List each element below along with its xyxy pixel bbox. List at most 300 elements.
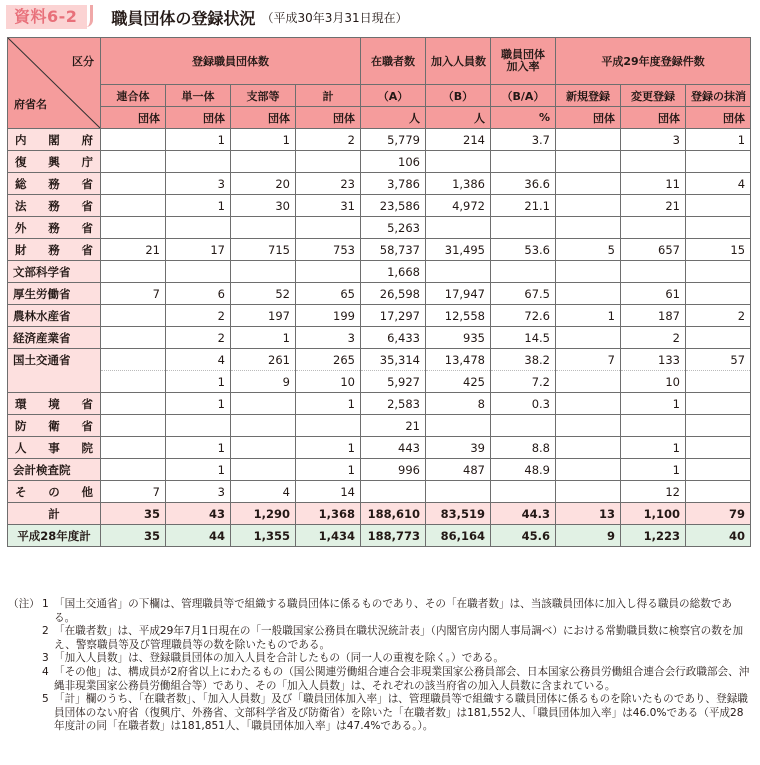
- footnote-item: [8, 693, 753, 734]
- value-cell: [556, 261, 621, 283]
- value-cell: [101, 371, 166, 393]
- value-cell: 1: [231, 327, 296, 349]
- unit-dantai: 団体: [101, 107, 166, 129]
- value-cell: 5,779: [361, 129, 426, 151]
- footnote-text: 「国土交通省」の下欄は、管理職員等で組織する職員団体に係るものであり、その「在職者数」は、当該職員団体に加入し得る職員の総数である。: [54, 598, 732, 624]
- ministry-name-char: 環: [15, 396, 27, 411]
- value-cell: [686, 261, 751, 283]
- ministry-name-char: 衛: [48, 418, 60, 433]
- ministry-name-label: [13, 132, 95, 148]
- total-value-cell: 1,434: [296, 525, 361, 547]
- header-b: （B）: [426, 85, 491, 107]
- value-cell: [166, 217, 231, 239]
- ministry-name-char: 境: [48, 396, 60, 411]
- header-members: 加入人員数: [426, 38, 491, 85]
- value-cell: 187: [621, 305, 686, 327]
- ministry-name: 文部科学省: [8, 261, 101, 283]
- value-cell: 1: [296, 437, 361, 459]
- page-subtitle: （平成30年3月31日現在）: [261, 10, 408, 25]
- footnotes: [8, 598, 753, 734]
- value-cell: 1: [166, 371, 231, 393]
- value-cell: 20: [231, 173, 296, 195]
- value-cell: [556, 481, 621, 503]
- value-cell: 0.3: [491, 393, 556, 415]
- unit-dantai: 団体: [556, 107, 621, 129]
- value-cell: 4,972: [426, 195, 491, 217]
- value-cell: [556, 437, 621, 459]
- value-cell: [686, 151, 751, 173]
- footnote-text: 「その他」は、構成員が2府省以上にわたるもの（国公関連労働組合連合会非現業国家公務員部会、日本国家公務員労働組合連合会行政職部会、沖縄非現業国家公務員労働組合等）であり、その「加入人員数」は、それぞれの該当府省の加入人員数に含まれている。: [54, 665, 750, 692]
- value-cell: [686, 437, 751, 459]
- value-cell: 1,668: [361, 261, 426, 283]
- value-cell: 1: [556, 305, 621, 327]
- footnote-item: [8, 652, 753, 666]
- value-cell: 2: [166, 305, 231, 327]
- value-cell: 443: [361, 437, 426, 459]
- value-cell: 1: [166, 393, 231, 415]
- corner-label-category: 区分: [72, 55, 94, 68]
- value-cell: [101, 415, 166, 437]
- diagonal-line: [8, 38, 100, 128]
- ministry-name: [8, 415, 101, 437]
- value-cell: 67.5: [491, 283, 556, 305]
- header-membership-rate: [491, 38, 556, 85]
- value-cell: [686, 371, 751, 393]
- value-cell: 14.5: [491, 327, 556, 349]
- value-cell: 1: [621, 459, 686, 481]
- header-branch: 支部等: [231, 85, 296, 107]
- ministry-name: 国土交通省: [8, 349, 101, 393]
- footnote-item: [8, 598, 753, 625]
- ministry-name-char: 事: [48, 440, 60, 455]
- value-cell: 715: [231, 239, 296, 261]
- value-cell: [686, 481, 751, 503]
- value-cell: 36.6: [491, 173, 556, 195]
- value-cell: [426, 217, 491, 239]
- table-row: [8, 195, 751, 217]
- unit-persons: 人: [361, 107, 426, 129]
- value-cell: [101, 195, 166, 217]
- header-registered-groups: 登録職員団体数: [101, 38, 361, 85]
- value-cell: 15: [686, 239, 751, 261]
- value-cell: 1: [166, 129, 231, 151]
- value-cell: [491, 481, 556, 503]
- value-cell: 3: [166, 481, 231, 503]
- value-cell: 17: [166, 239, 231, 261]
- ministry-name: [8, 393, 101, 415]
- value-cell: [686, 327, 751, 349]
- table-row-management: [8, 371, 751, 393]
- table-row: [8, 349, 751, 371]
- value-cell: 14: [296, 481, 361, 503]
- ministry-name: 会計検査院: [8, 459, 101, 481]
- value-cell: 7: [101, 283, 166, 305]
- value-cell: [556, 151, 621, 173]
- value-cell: 17,297: [361, 305, 426, 327]
- footnote-number: 5: [42, 693, 49, 706]
- value-cell: [361, 481, 426, 503]
- footnote-item: [8, 625, 753, 652]
- ministry-name-char: 省: [81, 198, 93, 213]
- ministry-name-label: [13, 242, 95, 258]
- ministry-name: [8, 217, 101, 239]
- ministry-name-char: 省: [81, 242, 93, 257]
- value-cell: [231, 459, 296, 481]
- ministry-name: [8, 129, 101, 151]
- value-cell: 38.2: [491, 349, 556, 371]
- value-cell: 2,583: [361, 393, 426, 415]
- table-row: [8, 261, 751, 283]
- value-cell: [101, 261, 166, 283]
- ministry-name-char: 内: [15, 132, 27, 147]
- footnote-number: 1: [42, 598, 49, 610]
- value-cell: 1: [166, 437, 231, 459]
- value-cell: 1: [686, 129, 751, 151]
- value-cell: 48.9: [491, 459, 556, 481]
- value-cell: 6,433: [361, 327, 426, 349]
- ministry-name-char: 防: [15, 418, 27, 433]
- value-cell: 31,495: [426, 239, 491, 261]
- value-cell: 7.2: [491, 371, 556, 393]
- value-cell: 3.7: [491, 129, 556, 151]
- total-value-cell: 1,368: [296, 503, 361, 525]
- total-value-cell: 44.3: [491, 503, 556, 525]
- value-cell: 12,558: [426, 305, 491, 327]
- total-row: [8, 503, 751, 525]
- value-cell: 1: [296, 393, 361, 415]
- footnote-item: [8, 666, 753, 693]
- table-header: [8, 38, 751, 129]
- value-cell: 1: [166, 195, 231, 217]
- ministry-name: [8, 195, 101, 217]
- ministry-name-char: 省: [81, 396, 93, 411]
- ministry-name-label: [13, 440, 95, 456]
- value-cell: [686, 195, 751, 217]
- ministry-name-char: 興: [48, 154, 60, 169]
- value-cell: 1: [166, 459, 231, 481]
- value-cell: [556, 459, 621, 481]
- value-cell: 1: [621, 393, 686, 415]
- ministry-name: 厚生労働省: [8, 283, 101, 305]
- ministry-name-char: 省: [81, 220, 93, 235]
- header-change-registration: 変更登録: [621, 85, 686, 107]
- footnote-number: 4: [42, 665, 49, 678]
- value-cell: 30: [231, 195, 296, 217]
- table-row: [8, 239, 751, 261]
- value-cell: 3: [621, 129, 686, 151]
- ministry-name: [8, 151, 101, 173]
- table-row: [8, 393, 751, 415]
- total-value-cell: 188,610: [361, 503, 426, 525]
- value-cell: 8: [426, 393, 491, 415]
- value-cell: [231, 415, 296, 437]
- unit-dantai: 団体: [686, 107, 751, 129]
- value-cell: [556, 371, 621, 393]
- header-rate-line2: 加入率: [506, 60, 540, 73]
- value-cell: 21: [361, 415, 426, 437]
- total-value-cell: 1,355: [231, 525, 296, 547]
- value-cell: [296, 415, 361, 437]
- footnote-prefix: [8, 666, 42, 693]
- ministry-name-char: 院: [81, 440, 93, 455]
- ministry-name-char: 務: [48, 242, 60, 257]
- total-value-cell: 35: [101, 503, 166, 525]
- page-title: 職員団体の登録状況: [111, 8, 256, 28]
- value-cell: 5: [556, 239, 621, 261]
- ministry-name-char: 務: [48, 198, 60, 213]
- footnote-text: 「計」欄のうち、「在職者数」、「加入人員数」及び「職員団体加入率」は、管理職員等で組織する職員団体に係るものを除いたものであり、登録職員団体のない府省（復興庁、外務省、文部科学省及び防衛省）を除いた「在職者数」は181,552人、「職員団体加入率」は46.0%である（平成28年度計の同「在職者数」は181,851人、「職員団体加入率」は47.4%である。）。: [54, 693, 748, 733]
- value-cell: [101, 327, 166, 349]
- value-cell: 2: [621, 327, 686, 349]
- footnote-prefix: [8, 693, 42, 734]
- value-cell: 61: [621, 283, 686, 305]
- value-cell: 26,598: [361, 283, 426, 305]
- ministry-name: [8, 239, 101, 261]
- value-cell: 4: [686, 173, 751, 195]
- ministry-name-char: 庁: [81, 154, 93, 169]
- unit-dantai: 団体: [166, 107, 231, 129]
- table-row: [8, 415, 751, 437]
- header-subtotal: 計: [296, 85, 361, 107]
- title-bar: [6, 4, 408, 30]
- total-value-cell: 40: [686, 525, 751, 547]
- value-cell: 487: [426, 459, 491, 481]
- ministry-name-label: [13, 220, 95, 236]
- value-cell: 3: [296, 327, 361, 349]
- header-cancellation: 登録の抹消: [686, 85, 751, 107]
- table-row: [8, 327, 751, 349]
- value-cell: 1: [621, 437, 686, 459]
- value-cell: 3: [166, 173, 231, 195]
- value-cell: 57: [686, 349, 751, 371]
- value-cell: [101, 217, 166, 239]
- value-cell: 4: [166, 349, 231, 371]
- value-cell: [426, 151, 491, 173]
- header-ba: （B/A）: [491, 85, 556, 107]
- header-a: （A）: [361, 85, 426, 107]
- value-cell: [101, 437, 166, 459]
- value-cell: [556, 129, 621, 151]
- prev-year-total-row: [8, 525, 751, 547]
- document-badge: 資料6-2: [6, 5, 87, 29]
- ministry-name-char: 務: [48, 176, 60, 191]
- value-cell: 39: [426, 437, 491, 459]
- table-body: [8, 129, 751, 547]
- ministry-name-char: 人: [15, 440, 27, 455]
- value-cell: [231, 261, 296, 283]
- value-cell: 3,786: [361, 173, 426, 195]
- value-cell: 35,314: [361, 349, 426, 371]
- value-cell: [491, 415, 556, 437]
- value-cell: 1: [231, 129, 296, 151]
- value-cell: 996: [361, 459, 426, 481]
- value-cell: 10: [621, 371, 686, 393]
- ministry-name-char: 省: [81, 418, 93, 433]
- footnote-prefix: （注）: [8, 598, 40, 610]
- header-single-body: 単一体: [166, 85, 231, 107]
- total-value-cell: 1,100: [621, 503, 686, 525]
- value-cell: [556, 327, 621, 349]
- value-cell: 11: [621, 173, 686, 195]
- value-cell: 53.6: [491, 239, 556, 261]
- value-cell: 21: [621, 195, 686, 217]
- value-cell: [101, 151, 166, 173]
- ministry-name: [8, 173, 101, 195]
- ministry-name-char: 法: [15, 198, 27, 213]
- value-cell: [491, 217, 556, 239]
- unit-persons: 人: [426, 107, 491, 129]
- value-cell: [426, 261, 491, 283]
- value-cell: 31: [296, 195, 361, 217]
- value-cell: 197: [231, 305, 296, 327]
- value-cell: [101, 349, 166, 371]
- value-cell: 1: [296, 459, 361, 481]
- header-federation: 連合体: [101, 85, 166, 107]
- total-label: 計: [8, 503, 101, 525]
- ministry-name-char: 復: [15, 154, 27, 169]
- value-cell: 106: [361, 151, 426, 173]
- ministry-name-label: [13, 176, 95, 192]
- value-cell: 13,478: [426, 349, 491, 371]
- value-cell: [166, 415, 231, 437]
- value-cell: [686, 283, 751, 305]
- ministry-name-char: 他: [81, 484, 93, 499]
- ministry-name-char: 省: [81, 176, 93, 191]
- value-cell: 4: [231, 481, 296, 503]
- value-cell: 265: [296, 349, 361, 371]
- value-cell: 935: [426, 327, 491, 349]
- ministry-name-label: [13, 198, 95, 214]
- value-cell: 2: [686, 305, 751, 327]
- total-value-cell: 13: [556, 503, 621, 525]
- total-label: 平成28年度計: [8, 525, 101, 547]
- value-cell: 214: [426, 129, 491, 151]
- ministry-name-label: [13, 154, 95, 170]
- value-cell: 8.8: [491, 437, 556, 459]
- ministry-name-char: 外: [15, 220, 27, 235]
- value-cell: 7: [101, 481, 166, 503]
- value-cell: [296, 217, 361, 239]
- ministry-name-char: そ: [15, 484, 27, 499]
- table-row: [8, 305, 751, 327]
- value-cell: [101, 173, 166, 195]
- value-cell: [621, 151, 686, 173]
- registration-table: [7, 37, 751, 547]
- value-cell: [491, 261, 556, 283]
- footnote-text: 「在職者数」は、平成29年7月1日現在の「一般職国家公務員在職状況統計表」（内閣官房内閣人事局調べ）における常勤職員数に検察官の数を加え、警察職員等及び管理職員等の数を除いたものである。: [54, 625, 744, 651]
- value-cell: [231, 217, 296, 239]
- total-value-cell: 1,290: [231, 503, 296, 525]
- value-cell: [621, 415, 686, 437]
- corner-header-cell: [8, 38, 101, 129]
- footnote-number: 3: [42, 652, 49, 665]
- value-cell: 12: [621, 481, 686, 503]
- value-cell: 7: [556, 349, 621, 371]
- value-cell: 1,386: [426, 173, 491, 195]
- table-row: [8, 151, 751, 173]
- unit-percent: %: [491, 107, 556, 129]
- header-rate-line1: 職員団体: [501, 48, 545, 61]
- value-cell: [101, 305, 166, 327]
- ministry-name-label: [13, 396, 95, 412]
- ministry-name-char: 閣: [48, 132, 60, 147]
- value-cell: [556, 415, 621, 437]
- value-cell: [101, 129, 166, 151]
- value-cell: 753: [296, 239, 361, 261]
- value-cell: [296, 261, 361, 283]
- ministry-name-label: [13, 418, 95, 434]
- value-cell: [166, 261, 231, 283]
- table-row: [8, 437, 751, 459]
- footnote-prefix: [8, 652, 42, 666]
- value-cell: 58,737: [361, 239, 426, 261]
- total-value-cell: 35: [101, 525, 166, 547]
- total-value-cell: 1,223: [621, 525, 686, 547]
- unit-dantai: 団体: [621, 107, 686, 129]
- value-cell: 17,947: [426, 283, 491, 305]
- total-value-cell: 45.6: [491, 525, 556, 547]
- total-value-cell: 9: [556, 525, 621, 547]
- table-row: [8, 129, 751, 151]
- value-cell: 72.6: [491, 305, 556, 327]
- total-value-cell: 83,519: [426, 503, 491, 525]
- value-cell: [556, 283, 621, 305]
- ministry-name: [8, 437, 101, 459]
- value-cell: 425: [426, 371, 491, 393]
- ministry-name: [8, 481, 101, 503]
- value-cell: [556, 173, 621, 195]
- total-value-cell: 86,164: [426, 525, 491, 547]
- value-cell: 52: [231, 283, 296, 305]
- value-cell: [296, 151, 361, 173]
- value-cell: [686, 459, 751, 481]
- value-cell: [231, 151, 296, 173]
- table-row: [8, 481, 751, 503]
- value-cell: [231, 437, 296, 459]
- value-cell: [621, 217, 686, 239]
- value-cell: 2: [296, 129, 361, 151]
- value-cell: [556, 195, 621, 217]
- value-cell: [621, 261, 686, 283]
- table-row: [8, 217, 751, 239]
- total-value-cell: 79: [686, 503, 751, 525]
- table-row: [8, 459, 751, 481]
- value-cell: [556, 393, 621, 415]
- value-cell: [166, 151, 231, 173]
- value-cell: [686, 393, 751, 415]
- ministry-name-char: 総: [15, 176, 27, 191]
- value-cell: [101, 393, 166, 415]
- value-cell: 5,263: [361, 217, 426, 239]
- value-cell: 5,927: [361, 371, 426, 393]
- corner-label-ministry: 府省名: [14, 98, 47, 111]
- total-value-cell: 43: [166, 503, 231, 525]
- value-cell: 657: [621, 239, 686, 261]
- value-cell: [231, 393, 296, 415]
- ministry-name-char: の: [48, 484, 60, 499]
- ministry-name: 農林水産省: [8, 305, 101, 327]
- value-cell: 199: [296, 305, 361, 327]
- table-row: [8, 283, 751, 305]
- unit-dantai: 団体: [296, 107, 361, 129]
- value-cell: [426, 415, 491, 437]
- value-cell: 21: [101, 239, 166, 261]
- total-value-cell: 188,773: [361, 525, 426, 547]
- ministry-name-char: 財: [15, 242, 27, 257]
- value-cell: 65: [296, 283, 361, 305]
- value-cell: [101, 459, 166, 481]
- ministry-name-char: 務: [48, 220, 60, 235]
